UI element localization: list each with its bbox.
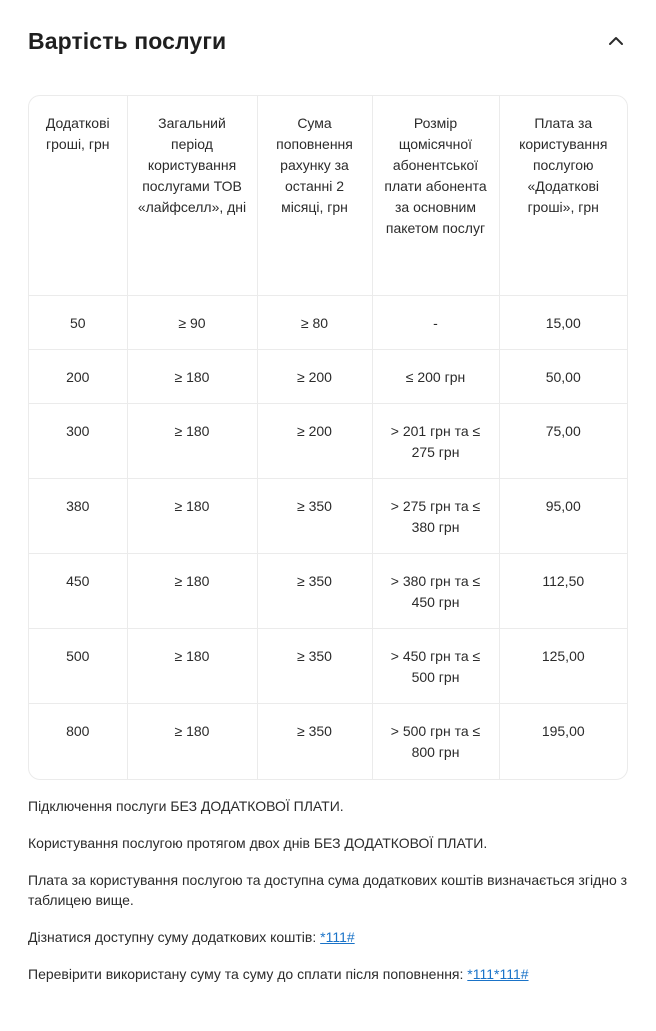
table-cell: > 201 грн та ≤ 275 грн	[372, 403, 499, 478]
table-cell: ≥ 80	[257, 295, 372, 349]
table-cell: 300	[29, 403, 127, 478]
table-row	[29, 349, 627, 403]
chevron-up-icon[interactable]	[604, 29, 628, 53]
table-cell: 380	[29, 478, 127, 553]
table-cell: ≥ 180	[127, 403, 257, 478]
table-cell: 15,00	[499, 295, 627, 349]
note-check-available-text: Дізнатися доступну суму додаткових коштів:	[28, 929, 321, 945]
section-header[interactable]	[28, 24, 628, 58]
table-cell: ≥ 200	[257, 349, 372, 403]
table-cell: > 380 грн та ≤ 450 грн	[372, 553, 499, 628]
table-cell: 195,00	[541, 722, 585, 739]
table-row	[29, 703, 627, 779]
table-cell: > 275 грн та ≤ 380 грн	[372, 478, 499, 553]
note-connection-free: Підключення послуги БЕЗ ДОДАТКОВОЇ ПЛАТИ.	[28, 798, 344, 814]
note-two-days-free: Користування послугою протягом двох днів БЕЗ ДОДАТКОВОЇ ПЛАТИ.	[28, 835, 488, 851]
column-header: Плата за користування послугою «Додаткові гроші», грн	[499, 96, 627, 295]
note-fee-by-table: Плата за користування послугою та доступна сума додаткових коштів визначається згідно з таблицею вище.	[28, 872, 628, 908]
table-row	[29, 478, 627, 553]
ussd-available-link[interactable]: *111#	[320, 929, 355, 945]
table-cell: 450	[29, 553, 127, 628]
table-cell: 125,00	[499, 628, 627, 703]
column-header: Загальний період користування послугами ТОВ «лайфселл», дні	[127, 96, 257, 295]
table-cell: > 500 грн та ≤ 800 грн	[372, 703, 499, 779]
table-cell: ≥ 180	[127, 349, 257, 403]
table-row	[29, 553, 627, 628]
table-cell: ≥ 180	[127, 703, 257, 779]
table-row	[29, 295, 627, 349]
column-header: Додаткові гроші, грн	[29, 96, 127, 295]
column-header: Сума поповнення рахунку за останні 2 місяці, грн	[257, 96, 372, 295]
table-header-row	[29, 96, 627, 295]
table-cell: ≥ 350	[257, 703, 372, 779]
table-cell: ≥ 350	[257, 553, 372, 628]
table-cell: > 450 грн та ≤ 500 грн	[372, 628, 499, 703]
table-cell: 50,00	[499, 349, 627, 403]
table-cell: ≥ 350	[257, 478, 372, 553]
table-cell: 500	[29, 628, 127, 703]
column-header: Розмір щомісячної абонентської плати абонента за основним пакетом послуг	[372, 96, 499, 295]
table-cell: ≥ 180	[127, 553, 257, 628]
table-cell: ≥ 90	[127, 295, 257, 349]
table-cell: -	[372, 295, 499, 349]
ussd-used-link[interactable]: *111*111#	[467, 966, 529, 982]
table-cell: ≥ 180	[127, 628, 257, 703]
table-cell: 95,00	[499, 478, 627, 553]
table-cell: ≥ 180	[127, 478, 257, 553]
service-notes	[28, 796, 628, 1001]
table-cell: ≥ 200	[257, 403, 372, 478]
table-cell: 50	[29, 295, 127, 349]
table-cell: 75,00	[499, 403, 627, 478]
table-row	[29, 628, 627, 703]
table-cell: 800	[29, 703, 127, 779]
note-check-used	[28, 964, 628, 984]
section-title: Вартість послуги	[28, 28, 227, 54]
table-cell: 200	[29, 349, 127, 403]
note-check-available	[28, 927, 628, 947]
pricing-table-container	[28, 95, 628, 780]
pricing-table	[29, 96, 627, 779]
table-cell: 112,50	[499, 553, 627, 628]
note-check-used-text: Перевірити використану суму та суму до сплати після поповнення:	[28, 966, 468, 982]
table-cell: ≤ 200 грн	[372, 349, 499, 403]
table-row	[29, 403, 627, 478]
table-cell: ≥ 350	[257, 628, 372, 703]
